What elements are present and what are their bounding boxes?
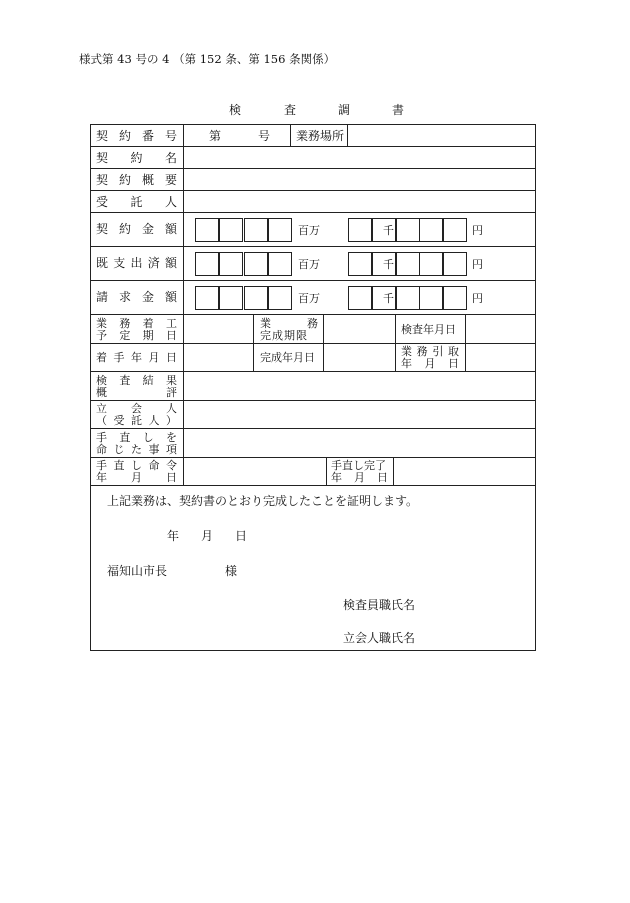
amount-digit-box[interactable]	[396, 252, 420, 276]
cell-divider	[393, 457, 394, 485]
label-inspection-result-line1	[96, 375, 177, 386]
label-char: た	[131, 443, 142, 456]
cell-divider	[347, 124, 348, 146]
contract-number-dai: 第	[209, 129, 222, 143]
label-paid-amount	[96, 257, 177, 269]
label-column-divider	[183, 124, 184, 485]
label-correction-order-line1	[96, 460, 177, 471]
label-char: 託	[131, 414, 142, 427]
amount-digit-box[interactable]	[419, 286, 443, 310]
amount-digit-box[interactable]	[419, 218, 443, 242]
amount-digit-box[interactable]	[396, 218, 420, 242]
cell-divider	[326, 457, 327, 485]
inspector-name-label: 検査員職氏名	[343, 598, 416, 612]
label-char: 手	[113, 351, 125, 364]
label-char: 額	[164, 256, 177, 270]
unit-million-label: 百万	[298, 224, 320, 237]
label-char: 番	[141, 129, 154, 143]
label-char: 務	[119, 317, 131, 330]
label-char: 受	[96, 195, 109, 209]
label-claim-amount	[96, 291, 177, 303]
label-char: 着	[142, 317, 154, 330]
amount-digit-box[interactable]	[348, 218, 372, 242]
amount-digit-box[interactable]	[268, 286, 292, 310]
label-char: 金	[141, 290, 154, 304]
label-char: 額	[164, 290, 177, 304]
label-char: 引	[432, 345, 444, 358]
amount-digit-box[interactable]	[219, 252, 243, 276]
row-divider	[90, 212, 536, 213]
unit-thousand-label: 千	[383, 292, 394, 305]
label-char: ）	[166, 414, 177, 427]
witness-name-label: 立会人職氏名	[343, 631, 416, 645]
cell-divider	[323, 314, 324, 371]
label-char: し	[131, 459, 142, 472]
row-divider	[90, 371, 536, 372]
row-divider	[90, 314, 536, 315]
label-contract-name	[96, 152, 177, 164]
label-char: 査	[119, 374, 131, 387]
label-char: 命	[96, 443, 107, 456]
amount-digit-box[interactable]	[419, 252, 443, 276]
label-char: 日	[448, 357, 459, 370]
row-divider	[90, 457, 536, 458]
row-divider	[90, 190, 536, 191]
amount-digit-box[interactable]	[348, 252, 372, 276]
label-char: 項	[166, 443, 177, 456]
label-completion-deadline-line1	[260, 318, 318, 329]
label-contract-amount	[96, 223, 177, 235]
label-char: 令	[166, 459, 177, 472]
label-char: 出	[130, 256, 143, 270]
amount-digit-box[interactable]	[244, 286, 268, 310]
label-char: 契	[96, 173, 109, 187]
label-char: 務	[416, 345, 428, 358]
label-char: 人	[164, 195, 177, 209]
label-handover-line1	[401, 346, 459, 357]
amount-digit-box[interactable]	[443, 218, 467, 242]
label-correction-done-line2	[331, 472, 388, 483]
label-char: 求	[118, 290, 131, 304]
label-contractor	[96, 196, 177, 208]
label-char: 人	[166, 402, 177, 415]
row-divider	[90, 428, 536, 429]
title-char: 調	[338, 103, 351, 117]
label-char: 手	[96, 431, 107, 444]
label-char: じ	[113, 443, 125, 456]
label-char: 予	[96, 329, 107, 342]
cell-divider	[290, 124, 291, 146]
label-start-planned-line2	[96, 330, 177, 341]
unit-yen-label: 円	[472, 224, 483, 237]
label-char: 月	[354, 471, 365, 484]
label-correction-done-line1: 手直し完了	[331, 459, 386, 472]
unit-yen-label: 円	[472, 292, 483, 305]
title-char: 書	[392, 103, 405, 117]
label-char: 約	[118, 129, 131, 143]
label-char: 契	[96, 129, 109, 143]
label-char: 年	[131, 351, 142, 364]
title-char: 査	[284, 103, 297, 117]
label-char: 事	[148, 443, 160, 456]
date-year-char: 年	[167, 529, 180, 543]
label-contract-number	[96, 130, 177, 142]
amount-digit-box[interactable]	[219, 218, 243, 242]
label-witness-line1	[96, 403, 177, 414]
row-divider	[90, 146, 536, 147]
label-char: 約	[130, 151, 143, 165]
cell-divider	[253, 314, 254, 371]
label-char: 金	[141, 222, 154, 236]
amount-digit-box[interactable]	[195, 252, 219, 276]
cell-divider	[395, 314, 396, 371]
row-divider	[90, 168, 536, 169]
label-char: 務	[307, 317, 318, 330]
label-char: 既	[96, 256, 109, 270]
cell-divider	[465, 314, 466, 371]
label-char: 契	[96, 222, 109, 236]
label-char: 手	[96, 459, 107, 472]
label-char: 結	[142, 374, 154, 387]
addressee: 福知山市長	[107, 564, 168, 578]
label-char: 直	[119, 431, 131, 444]
unit-yen-label: 円	[472, 258, 483, 271]
label-char: 人	[148, 414, 160, 427]
label-char: 期	[142, 329, 154, 342]
label-char: 命	[148, 459, 160, 472]
label-char: 日	[166, 471, 177, 484]
date-day-char: 日	[235, 529, 248, 543]
label-char: 受	[113, 414, 125, 427]
label-char: 定	[119, 329, 131, 342]
label-char: 直	[113, 459, 125, 472]
unit-million-label: 百万	[298, 292, 320, 305]
label-char: 月	[424, 357, 436, 370]
certification-statement: 上記業務は、契約書のとおり完成したことを証明します。	[107, 494, 419, 508]
amount-digit-box[interactable]	[443, 252, 467, 276]
label-char: 概	[96, 386, 107, 399]
amount-digit-box[interactable]	[195, 218, 219, 242]
label-char: 概	[141, 173, 154, 187]
label-char: 約	[118, 222, 131, 236]
honorific: 様	[225, 564, 238, 578]
label-inspection-date: 検査年月日	[401, 323, 456, 336]
date-month-char: 月	[201, 529, 214, 543]
label-correction-items-line1	[96, 432, 177, 443]
label-char: 額	[164, 222, 177, 236]
label-char: 業	[96, 317, 107, 330]
label-char: 日	[166, 351, 177, 364]
row-divider	[90, 246, 536, 247]
row-divider	[90, 400, 536, 401]
label-char: し	[142, 431, 154, 444]
label-char: （	[96, 414, 107, 427]
row-divider	[90, 485, 536, 486]
label-char: 業	[260, 317, 271, 330]
label-start-planned-line1	[96, 318, 177, 329]
label-char: 取	[447, 345, 459, 358]
label-char: 果	[165, 374, 177, 387]
unit-million-label: 百万	[298, 258, 320, 271]
label-char: 工	[165, 317, 177, 330]
title-char: 検	[229, 103, 242, 117]
amount-digit-box[interactable]	[268, 252, 292, 276]
label-char: 号	[164, 129, 177, 143]
label-witness-line2	[96, 415, 177, 426]
unit-thousand-label: 千	[383, 258, 394, 271]
amount-digit-box[interactable]	[396, 286, 420, 310]
row-divider	[90, 343, 536, 344]
label-char: 請	[96, 290, 109, 304]
label-char: 立	[96, 402, 107, 415]
form-number: 様式第 43 号の 4 （第 152 条、第 156 条関係）	[79, 52, 336, 66]
label-handover-line2	[401, 358, 459, 369]
amount-digit-box[interactable]	[244, 218, 268, 242]
label-completion-date: 完成年月日	[260, 351, 315, 364]
label-char: 契	[96, 151, 109, 165]
amount-digit-box[interactable]	[244, 252, 268, 276]
label-char: 年	[401, 357, 412, 370]
label-char: 年	[96, 471, 107, 484]
label-char: 月	[148, 351, 160, 364]
amount-digit-box[interactable]	[268, 218, 292, 242]
row-divider	[90, 280, 536, 281]
label-start-date	[96, 352, 177, 363]
label-work-place: 業務場所	[296, 129, 345, 143]
label-completion-deadline-line2: 完成期限	[260, 329, 308, 342]
label-char: 着	[96, 351, 107, 364]
amount-digit-box[interactable]	[443, 286, 467, 310]
amount-digit-box[interactable]	[195, 286, 219, 310]
label-char: 要	[164, 173, 177, 187]
label-char: 済	[147, 256, 160, 270]
label-char: 約	[118, 173, 131, 187]
contract-number-go: 号	[258, 129, 271, 143]
label-inspection-result-line2	[96, 387, 177, 398]
label-char: 評	[166, 386, 177, 399]
label-char: 月	[131, 471, 142, 484]
label-char: 支	[113, 256, 126, 270]
label-char: を	[165, 431, 177, 444]
amount-digit-box[interactable]	[348, 286, 372, 310]
unit-thousand-label: 千	[383, 224, 394, 237]
label-correction-items-line2	[96, 444, 177, 455]
label-char: 検	[96, 374, 107, 387]
amount-digit-box[interactable]	[219, 286, 243, 310]
label-char: 会	[131, 402, 142, 415]
label-correction-order-line2	[96, 472, 177, 483]
label-char: 日	[377, 471, 388, 484]
label-char: 業	[401, 345, 412, 358]
label-char: 名	[164, 151, 177, 165]
label-char: 年	[331, 471, 342, 484]
label-char: 日	[165, 329, 177, 342]
label-char: 託	[130, 195, 143, 209]
label-contract-summary	[96, 174, 177, 186]
